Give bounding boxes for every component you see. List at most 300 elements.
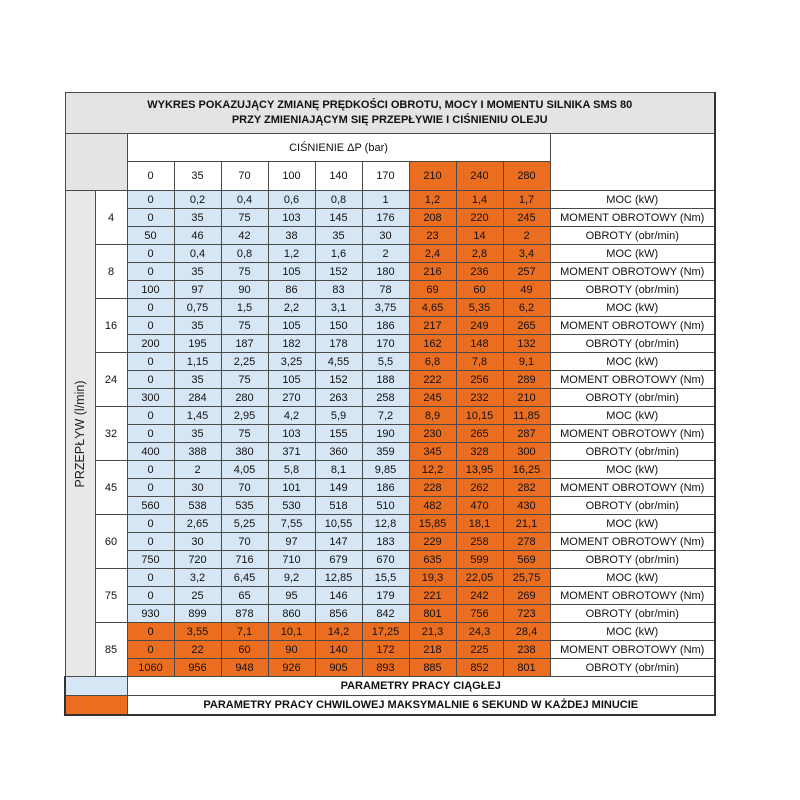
value-cell: 0,6 bbox=[268, 191, 315, 209]
value-cell: 0 bbox=[127, 641, 174, 659]
row-label: MOMENT OBROTOWY (Nm) bbox=[550, 533, 715, 551]
table-row bbox=[65, 281, 715, 299]
value-cell: 10,1 bbox=[268, 623, 315, 641]
row-label: MOMENT OBROTOWY (Nm) bbox=[550, 263, 715, 281]
value-cell: 258 bbox=[362, 389, 409, 407]
value-cell: 90 bbox=[221, 281, 268, 299]
value-cell: 860 bbox=[268, 605, 315, 623]
pressure-value: 70 bbox=[221, 162, 268, 191]
table-row bbox=[65, 317, 715, 335]
value-cell: 6,8 bbox=[409, 353, 456, 371]
table-row bbox=[65, 263, 715, 281]
table-row bbox=[65, 587, 715, 605]
value-cell: 3,55 bbox=[174, 623, 221, 641]
value-cell: 12,2 bbox=[409, 461, 456, 479]
table-row bbox=[65, 371, 715, 389]
value-cell: 8,9 bbox=[409, 407, 456, 425]
value-cell: 1,6 bbox=[315, 245, 362, 263]
value-cell: 200 bbox=[127, 335, 174, 353]
value-cell: 560 bbox=[127, 497, 174, 515]
value-cell: 60 bbox=[221, 641, 268, 659]
row-label: OBROTY (obr/min) bbox=[550, 551, 715, 569]
value-cell: 270 bbox=[268, 389, 315, 407]
flow-value: 45 bbox=[95, 461, 127, 515]
value-cell: 221 bbox=[409, 587, 456, 605]
value-cell: 801 bbox=[503, 659, 550, 677]
value-cell: 679 bbox=[315, 551, 362, 569]
legend-row bbox=[65, 696, 715, 716]
value-cell: 218 bbox=[409, 641, 456, 659]
value-cell: 75 bbox=[221, 209, 268, 227]
value-cell: 220 bbox=[456, 209, 503, 227]
value-cell: 7,1 bbox=[221, 623, 268, 641]
value-cell: 30 bbox=[174, 479, 221, 497]
value-cell: 149 bbox=[315, 479, 362, 497]
performance-table-container bbox=[64, 92, 714, 716]
value-cell: 242 bbox=[456, 587, 503, 605]
value-cell: 0,4 bbox=[174, 245, 221, 263]
flow-value: 75 bbox=[95, 569, 127, 623]
value-cell: 25 bbox=[174, 587, 221, 605]
value-cell: 1,5 bbox=[221, 299, 268, 317]
value-cell: 5,35 bbox=[456, 299, 503, 317]
value-cell: 3,75 bbox=[362, 299, 409, 317]
value-cell: 278 bbox=[503, 533, 550, 551]
value-cell: 188 bbox=[362, 371, 409, 389]
value-cell: 170 bbox=[362, 335, 409, 353]
value-cell: 0 bbox=[127, 623, 174, 641]
value-cell: 1 bbox=[362, 191, 409, 209]
value-cell: 518 bbox=[315, 497, 362, 515]
row-label: MOMENT OBROTOWY (Nm) bbox=[550, 317, 715, 335]
value-cell: 3,1 bbox=[315, 299, 362, 317]
header-right-blank bbox=[550, 134, 715, 191]
value-cell: 75 bbox=[221, 371, 268, 389]
value-cell: 723 bbox=[503, 605, 550, 623]
row-label: MOMENT OBROTOWY (Nm) bbox=[550, 479, 715, 497]
value-cell: 16,25 bbox=[503, 461, 550, 479]
value-cell: 46 bbox=[174, 227, 221, 245]
value-cell: 19,3 bbox=[409, 569, 456, 587]
row-label: MOC (kW) bbox=[550, 245, 715, 263]
table-row bbox=[65, 299, 715, 317]
value-cell: 0 bbox=[127, 245, 174, 263]
value-cell: 249 bbox=[456, 317, 503, 335]
value-cell: 893 bbox=[362, 659, 409, 677]
value-cell: 0,4 bbox=[221, 191, 268, 209]
value-cell: 284 bbox=[174, 389, 221, 407]
table-row bbox=[65, 551, 715, 569]
value-cell: 172 bbox=[362, 641, 409, 659]
value-cell: 0 bbox=[127, 587, 174, 605]
value-cell: 179 bbox=[362, 587, 409, 605]
value-cell: 1,45 bbox=[174, 407, 221, 425]
value-cell: 0,2 bbox=[174, 191, 221, 209]
flow-value: 85 bbox=[95, 623, 127, 677]
legend-continuous-swatch bbox=[65, 677, 127, 696]
pressure-value: 100 bbox=[268, 162, 315, 191]
value-cell: 2 bbox=[362, 245, 409, 263]
value-cell: 269 bbox=[503, 587, 550, 605]
value-cell: 8,1 bbox=[315, 461, 362, 479]
value-cell: 75 bbox=[221, 425, 268, 443]
value-cell: 238 bbox=[503, 641, 550, 659]
value-cell: 70 bbox=[221, 479, 268, 497]
value-cell: 2,95 bbox=[221, 407, 268, 425]
table-row bbox=[65, 227, 715, 245]
value-cell: 756 bbox=[456, 605, 503, 623]
value-cell: 6,2 bbox=[503, 299, 550, 317]
value-cell: 0 bbox=[127, 353, 174, 371]
table-row bbox=[65, 191, 715, 209]
value-cell: 380 bbox=[221, 443, 268, 461]
value-cell: 10,15 bbox=[456, 407, 503, 425]
value-cell: 280 bbox=[221, 389, 268, 407]
value-cell: 0 bbox=[127, 299, 174, 317]
value-cell: 510 bbox=[362, 497, 409, 515]
value-cell: 885 bbox=[409, 659, 456, 677]
table-row bbox=[65, 425, 715, 443]
value-cell: 145 bbox=[315, 209, 362, 227]
pressure-value: 140 bbox=[315, 162, 362, 191]
value-cell: 22,05 bbox=[456, 569, 503, 587]
value-cell: 0 bbox=[127, 371, 174, 389]
row-label: MOC (kW) bbox=[550, 569, 715, 587]
row-label: MOMENT OBROTOWY (Nm) bbox=[550, 371, 715, 389]
value-cell: 7,8 bbox=[456, 353, 503, 371]
value-cell: 75 bbox=[221, 317, 268, 335]
value-cell: 7,55 bbox=[268, 515, 315, 533]
value-cell: 25,75 bbox=[503, 569, 550, 587]
value-cell: 256 bbox=[456, 371, 503, 389]
value-cell: 230 bbox=[409, 425, 456, 443]
value-cell: 1,2 bbox=[409, 191, 456, 209]
value-cell: 83 bbox=[315, 281, 362, 299]
value-cell: 228 bbox=[409, 479, 456, 497]
value-cell: 0 bbox=[127, 209, 174, 227]
value-cell: 183 bbox=[362, 533, 409, 551]
value-cell: 187 bbox=[221, 335, 268, 353]
value-cell: 265 bbox=[503, 317, 550, 335]
value-cell: 2,25 bbox=[221, 353, 268, 371]
row-label: MOC (kW) bbox=[550, 191, 715, 209]
value-cell: 720 bbox=[174, 551, 221, 569]
value-cell: 1,7 bbox=[503, 191, 550, 209]
value-cell: 328 bbox=[456, 443, 503, 461]
value-cell: 360 bbox=[315, 443, 362, 461]
row-label: OBROTY (obr/min) bbox=[550, 497, 715, 515]
value-cell: 926 bbox=[268, 659, 315, 677]
value-cell: 2,65 bbox=[174, 515, 221, 533]
pressure-value: 240 bbox=[456, 162, 503, 191]
value-cell: 90 bbox=[268, 641, 315, 659]
table-row bbox=[65, 623, 715, 641]
value-cell: 245 bbox=[503, 209, 550, 227]
table-row bbox=[65, 533, 715, 551]
pressure-value: 170 bbox=[362, 162, 409, 191]
value-cell: 852 bbox=[456, 659, 503, 677]
value-cell: 103 bbox=[268, 425, 315, 443]
value-cell: 569 bbox=[503, 551, 550, 569]
value-cell: 0 bbox=[127, 461, 174, 479]
value-cell: 482 bbox=[409, 497, 456, 515]
legend-continuous-text: PARAMETRY PRACY CIĄGŁEJ bbox=[127, 677, 715, 696]
value-cell: 35 bbox=[174, 317, 221, 335]
value-cell: 148 bbox=[456, 335, 503, 353]
value-cell: 842 bbox=[362, 605, 409, 623]
value-cell: 178 bbox=[315, 335, 362, 353]
row-label: OBROTY (obr/min) bbox=[550, 659, 715, 677]
value-cell: 948 bbox=[221, 659, 268, 677]
value-cell: 50 bbox=[127, 227, 174, 245]
table-row bbox=[65, 353, 715, 371]
value-cell: 17,25 bbox=[362, 623, 409, 641]
value-cell: 35 bbox=[174, 209, 221, 227]
value-cell: 345 bbox=[409, 443, 456, 461]
value-cell: 0,8 bbox=[315, 191, 362, 209]
value-cell: 236 bbox=[456, 263, 503, 281]
value-cell: 97 bbox=[174, 281, 221, 299]
value-cell: 65 bbox=[221, 587, 268, 605]
value-cell: 208 bbox=[409, 209, 456, 227]
value-cell: 147 bbox=[315, 533, 362, 551]
value-cell: 190 bbox=[362, 425, 409, 443]
value-cell: 538 bbox=[174, 497, 221, 515]
value-cell: 0,75 bbox=[174, 299, 221, 317]
value-cell: 9,2 bbox=[268, 569, 315, 587]
value-cell: 0 bbox=[127, 515, 174, 533]
value-cell: 856 bbox=[315, 605, 362, 623]
row-label: MOMENT OBROTOWY (Nm) bbox=[550, 587, 715, 605]
value-cell: 300 bbox=[127, 389, 174, 407]
value-cell: 635 bbox=[409, 551, 456, 569]
value-cell: 878 bbox=[221, 605, 268, 623]
value-cell: 2,2 bbox=[268, 299, 315, 317]
value-cell: 152 bbox=[315, 371, 362, 389]
performance-table bbox=[64, 92, 716, 716]
flow-axis-label bbox=[65, 191, 95, 677]
value-cell: 287 bbox=[503, 425, 550, 443]
value-cell: 7,2 bbox=[362, 407, 409, 425]
value-cell: 263 bbox=[315, 389, 362, 407]
table-row bbox=[65, 443, 715, 461]
value-cell: 289 bbox=[503, 371, 550, 389]
value-cell: 195 bbox=[174, 335, 221, 353]
table-row bbox=[65, 605, 715, 623]
value-cell: 13,95 bbox=[456, 461, 503, 479]
flow-value: 16 bbox=[95, 299, 127, 353]
value-cell: 182 bbox=[268, 335, 315, 353]
value-cell: 176 bbox=[362, 209, 409, 227]
value-cell: 359 bbox=[362, 443, 409, 461]
value-cell: 140 bbox=[315, 641, 362, 659]
value-cell: 710 bbox=[268, 551, 315, 569]
flow-value: 8 bbox=[95, 245, 127, 299]
table-row bbox=[65, 389, 715, 407]
table-row bbox=[65, 479, 715, 497]
row-label: OBROTY (obr/min) bbox=[550, 443, 715, 461]
value-cell: 35 bbox=[174, 425, 221, 443]
pressure-value: 210 bbox=[409, 162, 456, 191]
value-cell: 10,55 bbox=[315, 515, 362, 533]
value-cell: 4,05 bbox=[221, 461, 268, 479]
value-cell: 162 bbox=[409, 335, 456, 353]
value-cell: 0 bbox=[127, 533, 174, 551]
value-cell: 300 bbox=[503, 443, 550, 461]
value-cell: 146 bbox=[315, 587, 362, 605]
row-label: MOC (kW) bbox=[550, 299, 715, 317]
row-label: OBROTY (obr/min) bbox=[550, 335, 715, 353]
value-cell: 23 bbox=[409, 227, 456, 245]
value-cell: 0 bbox=[127, 191, 174, 209]
value-cell: 12,85 bbox=[315, 569, 362, 587]
flow-axis-text: PRZEPŁYW (l/min) bbox=[73, 380, 87, 487]
value-cell: 388 bbox=[174, 443, 221, 461]
value-cell: 6,45 bbox=[221, 569, 268, 587]
table-title bbox=[65, 93, 715, 134]
value-cell: 100 bbox=[127, 281, 174, 299]
value-cell: 18,1 bbox=[456, 515, 503, 533]
value-cell: 186 bbox=[362, 317, 409, 335]
value-cell: 38 bbox=[268, 227, 315, 245]
value-cell: 930 bbox=[127, 605, 174, 623]
value-cell: 2 bbox=[503, 227, 550, 245]
table-row bbox=[65, 335, 715, 353]
value-cell: 15,85 bbox=[409, 515, 456, 533]
value-cell: 0 bbox=[127, 407, 174, 425]
value-cell: 535 bbox=[221, 497, 268, 515]
value-cell: 670 bbox=[362, 551, 409, 569]
value-cell: 905 bbox=[315, 659, 362, 677]
value-cell: 49 bbox=[503, 281, 550, 299]
value-cell: 24,3 bbox=[456, 623, 503, 641]
value-cell: 5,5 bbox=[362, 353, 409, 371]
value-cell: 232 bbox=[456, 389, 503, 407]
value-cell: 750 bbox=[127, 551, 174, 569]
value-cell: 155 bbox=[315, 425, 362, 443]
pressure-value: 0 bbox=[127, 162, 174, 191]
value-cell: 97 bbox=[268, 533, 315, 551]
value-cell: 225 bbox=[456, 641, 503, 659]
row-label: MOC (kW) bbox=[550, 623, 715, 641]
value-cell: 257 bbox=[503, 263, 550, 281]
value-cell: 60 bbox=[456, 281, 503, 299]
row-label: MOMENT OBROTOWY (Nm) bbox=[550, 641, 715, 659]
value-cell: 0 bbox=[127, 317, 174, 335]
value-cell: 5,25 bbox=[221, 515, 268, 533]
row-label: MOC (kW) bbox=[550, 407, 715, 425]
value-cell: 599 bbox=[456, 551, 503, 569]
title-line-2: PRZY ZMIENIAJĄCYM SIĘ PRZEPŁYWIE I CIŚNIENIU OLEJU bbox=[231, 114, 548, 126]
value-cell: 22 bbox=[174, 641, 221, 659]
table-row bbox=[65, 515, 715, 533]
pressure-header: CIŚNIENIE ΔP (bar) bbox=[127, 134, 550, 162]
value-cell: 14 bbox=[456, 227, 503, 245]
value-cell: 30 bbox=[362, 227, 409, 245]
table-row bbox=[65, 497, 715, 515]
value-cell: 42 bbox=[221, 227, 268, 245]
value-cell: 150 bbox=[315, 317, 362, 335]
title-line-1: WYKRES POKAZUJĄCY ZMIANĘ PRĘDKOŚCI OBROTU, MOCY I MOMENTU SILNIKA SMS 80 bbox=[147, 99, 633, 111]
value-cell: 2 bbox=[174, 461, 221, 479]
value-cell: 0 bbox=[127, 263, 174, 281]
value-cell: 2,4 bbox=[409, 245, 456, 263]
row-label: OBROTY (obr/min) bbox=[550, 227, 715, 245]
value-cell: 21,3 bbox=[409, 623, 456, 641]
value-cell: 14,2 bbox=[315, 623, 362, 641]
value-cell: 0 bbox=[127, 479, 174, 497]
value-cell: 69 bbox=[409, 281, 456, 299]
value-cell: 0,8 bbox=[221, 245, 268, 263]
value-cell: 152 bbox=[315, 263, 362, 281]
value-cell: 35 bbox=[174, 371, 221, 389]
value-cell: 1,2 bbox=[268, 245, 315, 263]
value-cell: 180 bbox=[362, 263, 409, 281]
value-cell: 35 bbox=[315, 227, 362, 245]
legend-intermittent-text: PARAMETRY PRACY CHWILOWEJ MAKSYMALNIE 6 SEKUND W KAŻDEJ MINUCIE bbox=[127, 696, 715, 716]
value-cell: 9,85 bbox=[362, 461, 409, 479]
value-cell: 75 bbox=[221, 263, 268, 281]
table-row bbox=[65, 407, 715, 425]
pressure-value: 35 bbox=[174, 162, 221, 191]
value-cell: 0 bbox=[127, 569, 174, 587]
row-label: MOC (kW) bbox=[550, 461, 715, 479]
table-row bbox=[65, 659, 715, 677]
value-cell: 105 bbox=[268, 263, 315, 281]
value-cell: 70 bbox=[221, 533, 268, 551]
value-cell: 3,4 bbox=[503, 245, 550, 263]
table-row bbox=[65, 569, 715, 587]
value-cell: 245 bbox=[409, 389, 456, 407]
flow-value: 32 bbox=[95, 407, 127, 461]
row-label: MOC (kW) bbox=[550, 353, 715, 371]
value-cell: 28,4 bbox=[503, 623, 550, 641]
value-cell: 103 bbox=[268, 209, 315, 227]
value-cell: 2,8 bbox=[456, 245, 503, 263]
value-cell: 1,15 bbox=[174, 353, 221, 371]
value-cell: 3,25 bbox=[268, 353, 315, 371]
value-cell: 716 bbox=[221, 551, 268, 569]
value-cell: 101 bbox=[268, 479, 315, 497]
value-cell: 78 bbox=[362, 281, 409, 299]
value-cell: 86 bbox=[268, 281, 315, 299]
value-cell: 5,8 bbox=[268, 461, 315, 479]
row-label: MOMENT OBROTOWY (Nm) bbox=[550, 425, 715, 443]
pressure-value: 280 bbox=[503, 162, 550, 191]
table-row bbox=[65, 641, 715, 659]
flow-value: 24 bbox=[95, 353, 127, 407]
value-cell: 216 bbox=[409, 263, 456, 281]
value-cell: 222 bbox=[409, 371, 456, 389]
value-cell: 186 bbox=[362, 479, 409, 497]
row-label: OBROTY (obr/min) bbox=[550, 605, 715, 623]
value-cell: 5,9 bbox=[315, 407, 362, 425]
value-cell: 95 bbox=[268, 587, 315, 605]
value-cell: 0 bbox=[127, 425, 174, 443]
value-cell: 899 bbox=[174, 605, 221, 623]
table-row bbox=[65, 461, 715, 479]
flow-value: 60 bbox=[95, 515, 127, 569]
value-cell: 4,2 bbox=[268, 407, 315, 425]
value-cell: 530 bbox=[268, 497, 315, 515]
row-label: OBROTY (obr/min) bbox=[550, 389, 715, 407]
row-label: MOC (kW) bbox=[550, 515, 715, 533]
value-cell: 470 bbox=[456, 497, 503, 515]
value-cell: 11,85 bbox=[503, 407, 550, 425]
value-cell: 1,4 bbox=[456, 191, 503, 209]
table-row bbox=[65, 245, 715, 263]
row-label: OBROTY (obr/min) bbox=[550, 281, 715, 299]
